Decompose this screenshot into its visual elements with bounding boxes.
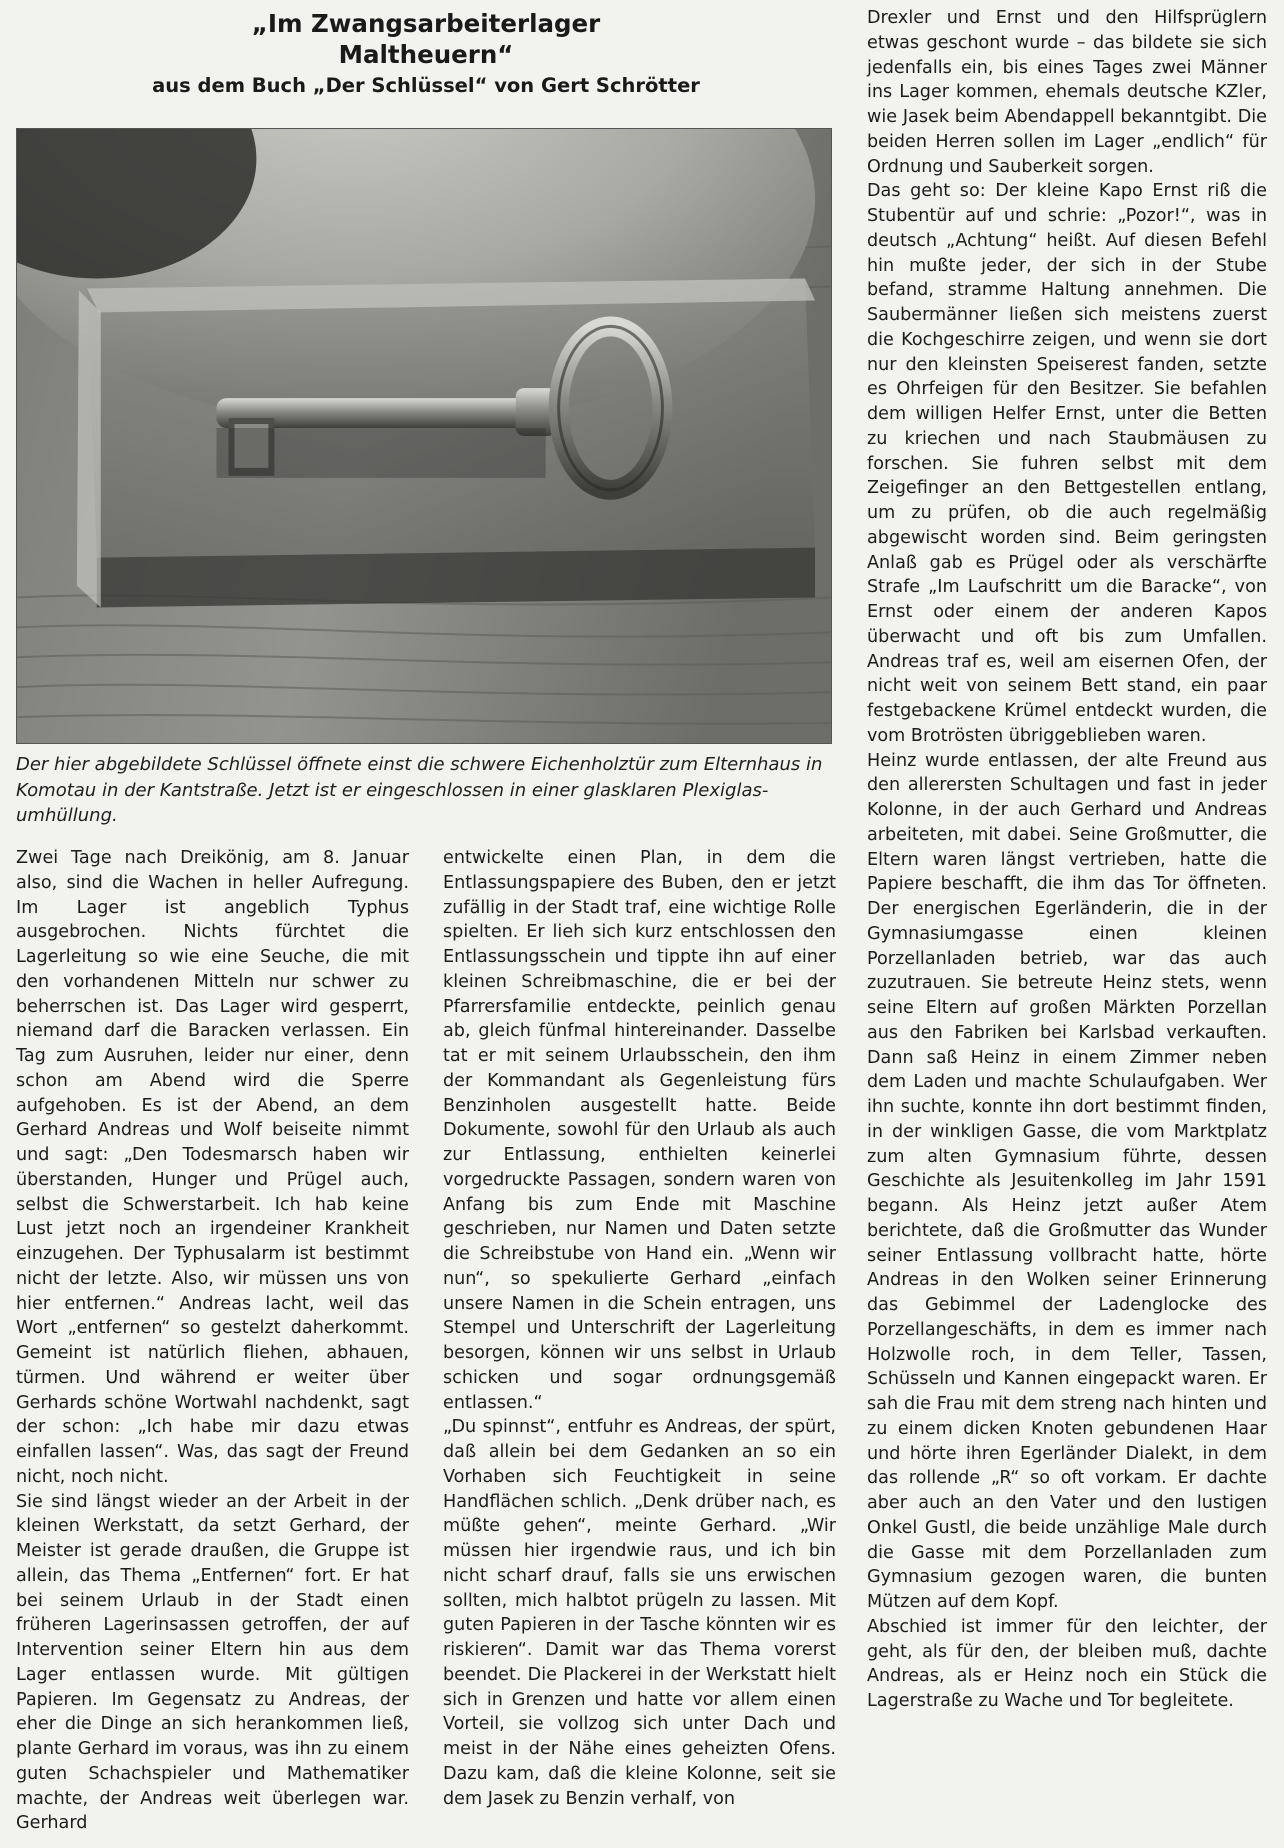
paragraph: Drexler und Ernst und den Hilfsprüglern etwas geschont wurde – das bildete sie sich jedenfalls ein, bis eines Tages zwei Männer ins Lager kommen, ehemals deutsche KZler, wie Jasek beim Abendappell bekanntgibt. Die beiden Herren sollen im Lager „endlich“ für Ordnung und Sauberkeit sorgen. <box>867 8 1267 177</box>
article-title-line-2: Maltheuern“ <box>338 40 514 69</box>
paragraph: entwickelte einen Plan, in dem die Entlassungspapiere des Buben, den er jetzt zufällig in der Stadt traf, eine wichtige Rolle spielten. Er lieh sich kurz entschlossen den Entlassungsschein und tippte ihn auf einer kleinen Schreibmaschine, die er bei der Pfarrersfamilie entdeckte, peinlich genau ab, gleich fünfmal hintereinander. Dasselbe tat er mit seinem Urlaubsschein, den ihm der Kommandant als Gegenleistung fürs Benzinholen ausgestellt hatte. Beide Dokumente, sowohl für den Urlaub als auch zur Entlassung, enthielten keinerlei vorgedruckte Passagen, sondern waren von Anfang bis zum Ende mit Maschine geschrieben, nur Namen und Daten setzte die Schreibstube von Hand ein. „Wenn wir nun“, so spekulierte Gerhard „einfach unsere Namen in die Schein entragen, uns Stempel und Unterschrift der Lagerleitung besorgen, können wir uns selbst in Urlaub schicken und sogar ordnungsgemäß entlassen.“ <box>443 848 836 1413</box>
article-title-line-1: „Im Zwangsarbeiterlager <box>251 9 601 38</box>
text-column-2 <box>443 846 836 1811</box>
article-subtitle: aus dem Buch „Der Schlüssel“ von Gert Schrötter <box>152 74 700 97</box>
paragraph: Heinz wurde entlassen, der alte Freund aus den allerersten Schultagen und fast in jeder Kolonne, in der auch Gerhard und Andreas arbeiteten, mit dabei. Seine Großmutter, die Eltern waren längst vertrieben, hatte die Papiere beschafft, die ihm das Tor öffneten. Der energischen Egerländerin, die in der Gymnasiumgasse einen kleinen Porzellanladen betrieb, war das auch zuzutrauen. Sie betreute Heinz stets, wenn seine Eltern auf großen Märkten Porzellan aus den Fabriken bei Karlsbad verkauften. Dann saß Heinz in einem Zimmer neben dem Laden und machte Schulaufgaben. Wer ihn suchte, konnte ihn dort bestimmt finden, in der winkligen Gasse, die vom Marktplatz zum alten Gymnasium führte, dessen Geschichte als Jesuitenkolleg im Jahr 1591 begann. Als Heinz jetzt außer Atem berichtete, daß die Großmutter das Wunder seiner Entlassung vollbracht hatte, hörte Andreas in den Wolken seiner Erinnerung das Gebimmel der Ladenglocke des Porzellangeschäfts, in dem es immer nach Holzwolle roch, in dem Teller, Tassen, Schüsseln und Kannen eingepackt waren. Er sah die Frau mit dem streng nach hinten und zu einem dicken Knoten gebundenen Haar und hörte ihren Egerländer Dialekt, in dem das rollende „R“ so oft vorkam. Er dachte aber auch an den Vater und den lustigen Onkel Gustl, die beide unzählige Male durch die Gasse mit dem Porzellanladen zum Gymnasium gezogen waren, die bunten Mützen auf dem Kopf. <box>867 750 1267 1612</box>
paragraph: Zwei Tage nach Dreikönig, am 8. Januar also, sind die Wachen in heller Aufregung. Im Lager ist angeblich Typhus ausgebrochen. Nichts fürchtet die Lagerleitung so wie eine Seuche, die mit den vorhandenen Mitteln nur schwer zu beherrschen ist. Das Lager wird gesperrt, niemand darf die Baracken verlassen. Ein Tag zum Ausruhen, leider nur einer, denn schon am Abend wird die Sperre aufgehoben. Es ist der Abend, an dem Gerhard Andreas und Wolf beiseite nimmt und sagt: „Den Todesmarsch haben wir überstanden, Hunger und Prügel auch, selbst die Schwerstarbeit. Ich hab keine Lust jetzt noch an irgendeiner Krankheit einzugehen. Der Typhusalarm ist bestimmt nicht der letzte. Also, wir müssen uns von hier entfernen.“ Andreas lacht, weil das Wort „entfernen“ so gestelzt daherkommt. Gemeint ist natürlich fliehen, abhauen, türmen. Und während er weiter über Gerhards schöne Wortwahl nachdenkt, sagt der schon: „Ich habe mir dazu etwas einfallen lassen“. Was, das sagt der Freund nicht, noch nicht. <box>16 848 409 1487</box>
paragraph: Abschied ist immer für den leichter, der geht, als für den, der bleiben muß, dachte Andreas, als er Heinz noch ein Stück die Lagerstraße zu Wache und Tor begleitete. <box>867 1616 1267 1711</box>
key-in-plexiglass-image <box>17 129 831 743</box>
paragraph: „Du spinnst“, entfuhr es Andreas, der spürt, daß allein bei dem Gedanken an so ein Vorhaben sich Feuchtigkeit in seine Handflächen schlich. „Denk drüber nach, es müßte gehen“, meinte Gerhard. „Wir müssen hier irgendwie raus, und ich bin nicht scharf drauf, falls sie uns erwischen sollten, mich halbtot prügeln zu lassen. Mit guten Papieren in der Tasche könnten wir es riskieren“. Damit war das Thema vorerst beendet. Die Plackerei in der Werkstatt hielt sich in Grenzen und hatte vor allem einen Vorteil, sie vollzog sich unter Dach und meist in der Nähe eines geheizten Ofens. Dazu kam, daß die kleine Kolonne, seit sie dem Jasek zu Benzin verhalf, von <box>443 1417 836 1809</box>
article-header <box>16 8 836 100</box>
paragraph: Sie sind längst wieder an der Arbeit in der kleinen Werkstatt, da setzt Gerhard, der Meister ist gerade draußen, die Gruppe ist allein, das Thema „Entfernen“ fort. Er hat bei seinem Urlaub in der Stadt einen früheren Lagerinsassen getroffen, der auf Intervention seiner Eltern hin aus dem Lager entlassen wurde. Mit gültigen Papieren. Im Gegensatz zu Andreas, der eher die Dinge an sich herankommen ließ, plante Gerhard im voraus, was ihn zu einem guten Schachspieler und Mathematiker machte, der Andreas weit überlegen war. Gerhard <box>16 1491 409 1834</box>
photo-caption: Der hier abgebildete Schlüssel öffnete einst die schwere Eichenholztür zum Elternhaus in Komotau in der Kantstraße. Jetzt ist er eingeschlossen in einer glasklaren Plexiglasumhüllung. <box>16 754 823 826</box>
text-column-1 <box>16 846 409 1836</box>
key-photo <box>16 128 832 744</box>
paragraph: Das geht so: Der kleine Kapo Ernst riß die Stubentür auf und schrie: „Pozor!“, was in deutsch „Achtung“ heißt. Auf diesen Befehl hin mußte jeder, der sich in der Stube befand, stramme Haltung annehmen. Die Saubermänner ließen sich meistens zuerst die Kochgeschirre zeigen, und wenn sie dort nur den kleinsten Speiserest fanden, setzte es Ohrfeigen für den Besitzer. Sie befahlen dem willigen Helfer Ernst, unter die Betten zu kriechen und nach Staubmäusen zu forschen. Sie fuhren selbst mit dem Zeigefinger an den Bettgestellen entlang, um zu prüfen, ob die auch regelmäßig abgewischt worden sind. Beim geringsten Anlaß gab es Prügel oder als verschärfte Strafe „Im Laufschritt um die Baracke“, von Ernst oder einem der anderen Kapos überwacht und oft bis zum Umfallen. Andreas traf es, weil am eisernen Ofen, der nicht weit von seinem Bett stand, ein paar festgebackene Krümel entdeckt wurden, die vom Brotrösten übriggeblieben waren. <box>867 181 1267 746</box>
text-column-3 <box>867 6 1267 1714</box>
